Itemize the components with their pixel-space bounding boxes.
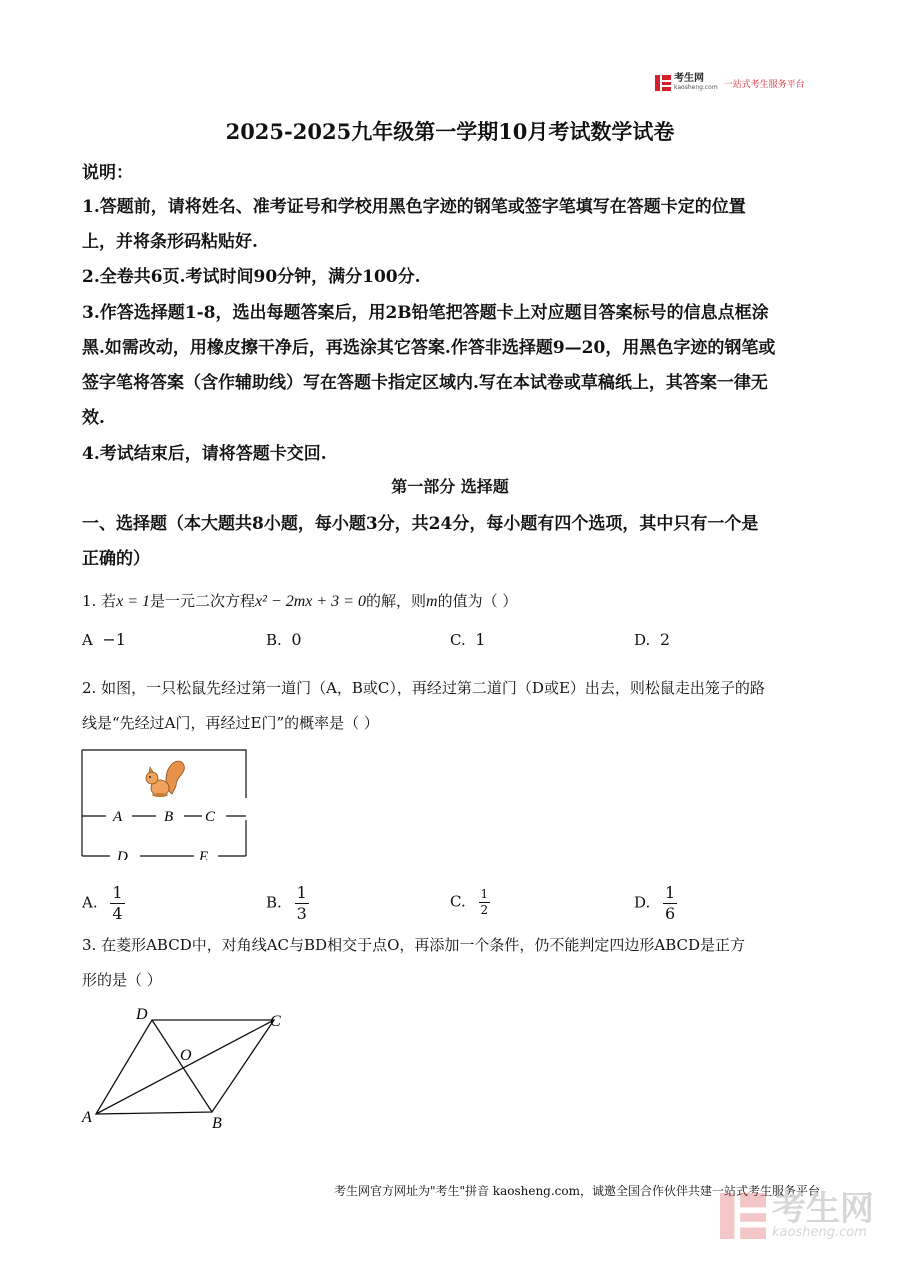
instruction-4: 4.考试结束后，请将答题卡交回. xyxy=(82,444,327,464)
question-2-line-2: 线是“先经过A门，再经过E门”的概率是（ ） xyxy=(82,714,379,732)
rhombus-figure xyxy=(78,1002,298,1132)
q1-math-3: m xyxy=(426,593,438,610)
squirrel-cage-figure xyxy=(80,748,250,860)
brand-logo xyxy=(655,74,805,92)
q1-text-4: 的值为（ ） xyxy=(437,592,518,610)
gate-e-label: E xyxy=(199,849,209,860)
instruction-3d: 效. xyxy=(82,408,105,428)
gate-c-label: C xyxy=(205,809,216,825)
point-b-label: B xyxy=(212,1115,222,1132)
section-heading-1: 一、选择题（本大题共8小题，每小题3分，共24分，每小题有四个选项，其中只有一个是 xyxy=(82,514,759,534)
gate-b-label: B xyxy=(164,809,174,825)
gate-a-label: A xyxy=(113,809,123,825)
question-2-line-1: 2. 如图，一只松鼠先经过第一道门（A，B或C），再经过第二道门（D或E）出去，则松鼠走出笼子的路 xyxy=(82,679,765,697)
q1-number: 1. xyxy=(82,592,97,610)
q1-option-c[interactable]: C. 1 xyxy=(450,630,486,649)
point-a-label: A xyxy=(82,1109,92,1126)
q1-option-b[interactable]: B. 0 xyxy=(266,630,302,649)
squirrel-icon xyxy=(146,761,184,797)
part-title: 第一部分 选择题 xyxy=(391,477,509,496)
q2-option-d[interactable]: D. $\frac{1}{6}$ xyxy=(634,883,676,923)
watermark-logo-icon xyxy=(720,1193,766,1239)
q2-option-a[interactable]: A. $\frac{1}{4}$ xyxy=(82,883,123,923)
kaosheng-logo-icon xyxy=(655,75,671,91)
instruction-3c: 签字笔将答案（含作辅助线）写在答题卡指定区域内.写在本试卷或草稿纸上，其答案一律无 xyxy=(82,373,768,393)
question-3-line-2: 形的是（ ） xyxy=(82,971,162,989)
point-d-label: D xyxy=(136,1006,148,1023)
instruction-3a: 3.作答选择题1-8，选出每题答案后，用2B铅笔把答题卡上对应题目答案标号的信息点框涂 xyxy=(82,303,769,323)
q1-math-1: x = 1 xyxy=(116,593,151,610)
watermark-sub: kaosheng.com xyxy=(772,1225,867,1240)
q1-option-a[interactable]: A −1 xyxy=(82,630,126,649)
q1-option-d[interactable]: D. 2 xyxy=(634,630,670,649)
watermark-text: 考生网 xyxy=(772,1189,874,1229)
q2-option-c[interactable]: C. $\frac{1}{2}$ xyxy=(450,887,489,917)
point-o-label: O xyxy=(180,1047,192,1064)
q1-text-2: 是一元二次方程 xyxy=(150,592,256,610)
question-3-line-1: 3. 在菱形ABCD中，对角线AC与BD相交于点O，再添加一个条件，仍不能判定四边形ABCD是正方 xyxy=(82,936,746,954)
footer-text: 考生网官方网址为"考生"拼音 kaosheng.com，诚邀全国合作伙伴共建一站式考生服务平台 xyxy=(333,1184,820,1198)
watermark xyxy=(720,1189,874,1240)
q1-text-1: 若 xyxy=(101,592,117,610)
page-title: 2025-2025九年级第一学期10月考试数学试卷 xyxy=(225,119,675,144)
q1-text-3: 的解，则 xyxy=(365,592,426,610)
section-heading-2: 正确的） xyxy=(82,549,150,569)
instruction-3b: 黑.如需改动，用橡皮擦干净后，再选涂其它答案.作答非选择题9—20，用黑色字迹的钢笔或 xyxy=(82,338,776,358)
instruction-1a: 1.答题前，请将姓名、准考证号和学校用黑色字迹的钢笔或签字笔填写在答题卡定的位置 xyxy=(82,197,746,217)
q1-math-2: x² − 2mx + 3 = 0 xyxy=(255,593,366,610)
logo-text: 考生网 xyxy=(674,73,704,84)
slogan: 一站式考生服务平台 xyxy=(723,79,805,90)
logo-sub: kaosheng.com xyxy=(674,84,718,91)
gate-d-label: D xyxy=(117,849,128,860)
instruction-1b: 上，并将条形码粘贴好. xyxy=(82,232,258,252)
instruction-2: 2.全卷共6页.考试时间90分钟，满分100分. xyxy=(82,267,421,287)
point-c-label: C xyxy=(270,1013,281,1030)
instructions-heading: 说明： xyxy=(82,163,133,183)
q2-option-b[interactable]: B. $\frac{1}{3}$ xyxy=(266,883,307,923)
question-1 xyxy=(82,590,517,611)
